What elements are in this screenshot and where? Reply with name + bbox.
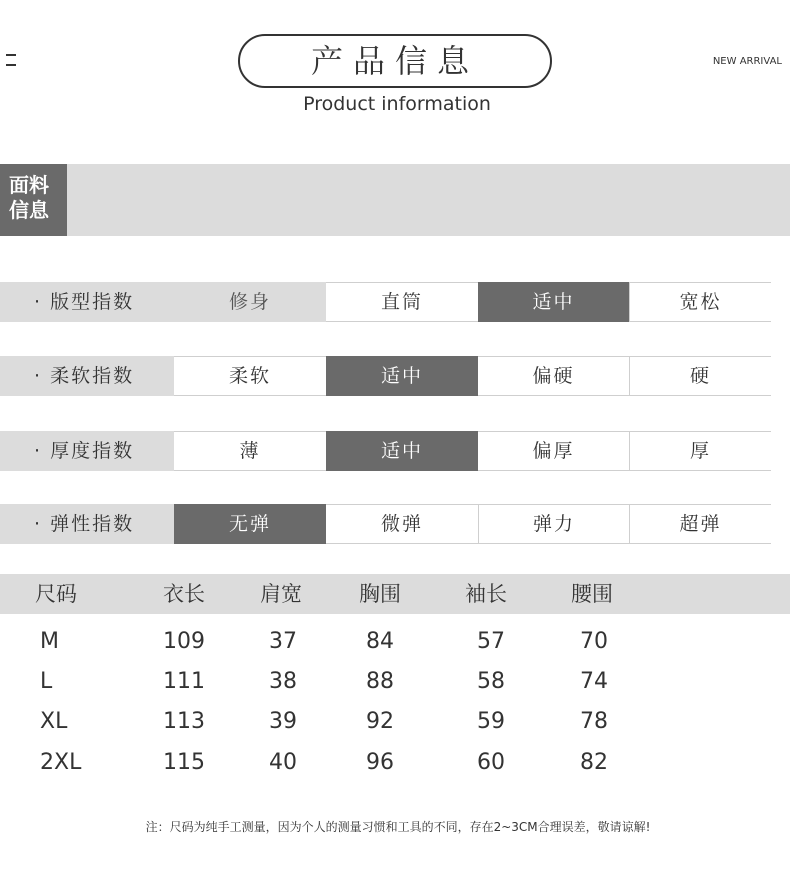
cell-sleeve: 58: [477, 669, 505, 694]
fit-option-loose: 宽松: [629, 282, 771, 322]
fabric-label-line1: 面料: [9, 173, 49, 197]
header-sleeve: 袖长: [465, 582, 507, 606]
corner-mark-icon: [6, 52, 16, 66]
cell-size: 2XL: [40, 750, 82, 775]
cell-length: 111: [163, 669, 205, 694]
softness-option-firm: 偏硬: [478, 356, 629, 396]
cell-shoulder: 40: [269, 750, 297, 775]
header-waist: 腰围: [571, 582, 613, 606]
cell-length: 109: [163, 629, 205, 654]
elasticity-option-none: 无弹: [174, 504, 326, 544]
measurement-note-text: 注：尺码为纯手工测量，因为个人的测量习惯和工具的不同，存在2~3CM合理误差，敬请谅解!: [145, 820, 651, 834]
header-shoulder: 肩宽: [260, 582, 302, 606]
cell-waist: 82: [580, 750, 608, 775]
fabric-info-bar: [0, 164, 790, 236]
header-size: 尺码: [35, 582, 77, 606]
cell-waist: 74: [580, 669, 608, 694]
cell-chest: 92: [366, 709, 394, 734]
fabric-info-label: [0, 164, 67, 236]
table-row: [0, 744, 790, 782]
thickness-option-thickish: 偏厚: [478, 431, 629, 471]
cell-length: 113: [163, 709, 205, 734]
cell-waist: 78: [580, 709, 608, 734]
cell-waist: 70: [580, 629, 608, 654]
new-arrival-tag: NEW ARRIVAL: [712, 56, 782, 67]
fit-index-row: [0, 282, 771, 322]
cell-shoulder: 38: [269, 669, 297, 694]
fabric-label-line2: 信息: [9, 198, 49, 222]
elasticity-index-label: · 弹性指数: [0, 504, 174, 544]
cell-size: L: [40, 669, 53, 694]
softness-option-medium: 适中: [326, 356, 478, 396]
softness-index-label: · 柔软指数: [0, 356, 174, 396]
cell-shoulder: 37: [269, 629, 297, 654]
cell-sleeve: 59: [477, 709, 505, 734]
table-row: [0, 663, 790, 701]
elasticity-option-slight: 微弹: [326, 504, 478, 544]
thickness-option-thin: 薄: [174, 431, 326, 471]
thickness-index-row: [0, 431, 771, 471]
thickness-option-thick: 厚: [629, 431, 771, 471]
measurement-note: [0, 818, 790, 835]
fit-option-straight: 直筒: [326, 282, 478, 322]
cell-chest: 96: [366, 750, 394, 775]
header-chest: 胸围: [359, 582, 401, 606]
cell-sleeve: 57: [477, 629, 505, 654]
softness-index-row: [0, 356, 771, 396]
fit-option-medium: 适中: [478, 282, 629, 322]
table-row: [0, 623, 790, 661]
section-title: 产品信息: [238, 34, 552, 88]
header-length: 衣长: [163, 582, 205, 606]
cell-chest: 88: [366, 669, 394, 694]
section-subtitle: Product information: [303, 93, 491, 115]
thickness-option-medium: 适中: [326, 431, 478, 471]
table-row: [0, 703, 790, 741]
thickness-index-label: · 厚度指数: [0, 431, 174, 471]
cell-size: XL: [40, 709, 68, 734]
elasticity-option-stretch: 弹力: [478, 504, 629, 544]
cell-sleeve: 60: [477, 750, 505, 775]
cell-length: 115: [163, 750, 205, 775]
fit-option-slim: 修身: [174, 282, 326, 322]
softness-option-hard: 硬: [629, 356, 771, 396]
fit-index-label: · 版型指数: [0, 282, 174, 322]
size-table-header: [0, 574, 790, 614]
cell-size: M: [40, 629, 59, 654]
cell-chest: 84: [366, 629, 394, 654]
softness-option-soft: 柔软: [174, 356, 326, 396]
cell-shoulder: 39: [269, 709, 297, 734]
elasticity-index-row: [0, 504, 771, 544]
elasticity-option-super: 超弹: [629, 504, 771, 544]
